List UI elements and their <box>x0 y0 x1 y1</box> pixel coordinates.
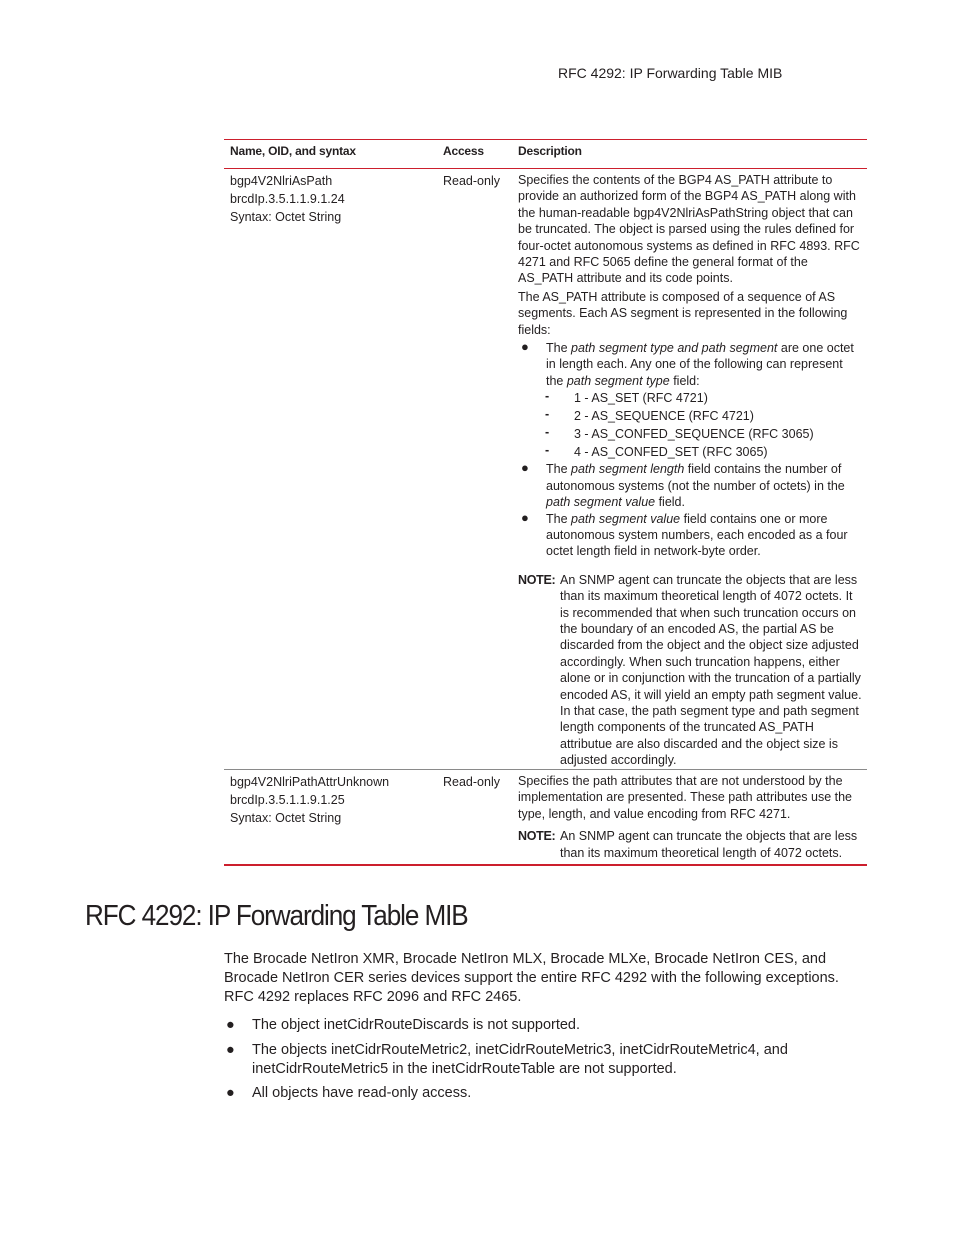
list-subitem <box>518 425 862 443</box>
text-run: field: <box>669 373 700 388</box>
header-description: Description <box>518 144 582 158</box>
table-row <box>224 770 867 864</box>
italic-term: path segment type and path segment <box>571 341 778 356</box>
list-item <box>224 1084 854 1103</box>
object-identity <box>230 773 435 827</box>
list-item <box>224 1016 854 1035</box>
text-run: are one octet in length each. Any one of the following can represent the <box>546 341 854 388</box>
bullet-icon: ● <box>226 1017 235 1033</box>
list-item <box>518 461 862 510</box>
bullet-icon: ● <box>521 339 529 355</box>
header-name-oid-syntax: Name, OID, and syntax <box>230 144 356 158</box>
object-oid: brcdIp.3.5.1.1.9.1.25 <box>230 793 345 807</box>
object-syntax: Syntax: Octet String <box>230 811 342 825</box>
running-header: RFC 4292: IP Forwarding Table MIB <box>558 65 783 81</box>
text-run: field contains the number of autonomous systems (not the number of octets) in the <box>546 462 845 493</box>
object-access: Read-only <box>443 174 500 188</box>
note-label: NOTE: <box>518 572 556 587</box>
table-row <box>224 169 867 769</box>
description-paragraph: Specifies the path attributes that are not understood by the implementation are presented. These path attributes use the type, length, and value encoding from RFC 4271. <box>518 774 853 821</box>
bullet-icon: ● <box>521 509 529 525</box>
list-item-text: All objects have read-only access. <box>252 1085 472 1101</box>
list-item <box>224 1041 854 1079</box>
text-run: field contains one or more autonomous system numbers, each encoded as a four octet length field in network-byte order. <box>546 511 848 559</box>
object-description <box>518 172 862 769</box>
dash-icon: - <box>545 443 550 458</box>
list-item <box>518 340 862 389</box>
object-name: bgp4V2NlriAsPath <box>230 174 333 188</box>
text-run: The <box>546 462 572 477</box>
italic-term: path segment value <box>571 511 681 526</box>
text-run: field. <box>655 495 685 510</box>
object-access: Read-only <box>443 775 500 789</box>
list-item-text: The objects inetCidrRouteMetric2, inetCidrRouteMetric3, inetCidrRouteMetric4, and inetCidrRouteMetric5 in the inetCidrRouteTable are not supported. <box>252 1042 788 1077</box>
subitem-text: 4 - AS_CONFED_SET (RFC 3065) <box>574 445 768 460</box>
bullet-icon: ● <box>226 1085 235 1101</box>
italic-term: path segment value <box>546 495 656 510</box>
object-name: bgp4V2NlriPathAttrUnknown <box>230 775 390 789</box>
italic-term: path segment type <box>566 373 670 388</box>
object-description <box>518 773 862 861</box>
italic-term: path segment length <box>571 462 685 477</box>
text-run: The <box>546 341 572 356</box>
subitem-text: 2 - AS_SEQUENCE (RFC 4721) <box>574 409 754 424</box>
list-subitem <box>518 443 862 461</box>
list-subitem <box>518 389 862 407</box>
section-intro: The Brocade NetIron XMR, Brocade NetIron MLX, Brocade MLXe, Brocade NetIron CES, and Brocade NetIron CER series devices support the entire RFC 4292 with the following exceptions. RFC 4292 replaces RFC 2096 and RFC 2465. <box>224 951 839 1005</box>
object-oid: brcdIp.3.5.1.1.9.1.24 <box>230 192 345 206</box>
note-label: NOTE: <box>518 829 556 844</box>
dash-icon: - <box>545 425 550 440</box>
header-access: Access <box>443 144 484 158</box>
list-subitem <box>518 407 862 425</box>
table-header-row <box>224 140 867 168</box>
object-syntax: Syntax: Octet String <box>230 210 342 224</box>
list-item <box>518 511 862 560</box>
dash-icon: - <box>545 389 550 404</box>
note-callout <box>518 828 862 861</box>
note-text: An SNMP agent can truncate the objects that are less than its maximum theoretical length of 4072 octets. <box>560 829 858 860</box>
note-callout <box>518 572 862 769</box>
mib-object-table <box>224 139 867 866</box>
subitem-text: 1 - AS_SET (RFC 4721) <box>574 391 708 406</box>
subitem-text: 3 - AS_CONFED_SEQUENCE (RFC 3065) <box>574 427 814 442</box>
object-identity <box>230 172 435 226</box>
table-bottom-rule <box>224 864 867 866</box>
description-paragraph: Specifies the contents of the BGP4 AS_PATH attribute to provide an authorized form of the BGP4 AS_PATH along with the human-readable bgp4V2NlriAsPathString object that can be truncated. The object is parsed using the rules defined for four-octet autonomous systems as defined in RFC 4893. RFC 4271 and RFC 5065 define the general format of the AS_PATH attribute and its code points. <box>518 173 860 286</box>
note-text: An SNMP agent can truncate the objects that are less than its maximum theoretical length of 4072 octets. It is recommended that when such truncation occurs on the boundary of an encoded AS, the partial AS be discarded from the object and the object size adjusted accordingly. When such truncation happens, either alone or in conjunction with the truncation of a partially encoded AS, it will yield an empty path segment value. In that case, the path segment type and path segment length components of the truncated AS_PATH attributue are also discarded and the object size is adjusted accordingly. <box>560 572 862 768</box>
list-item-text: The object inetCidrRouteDiscards is not supported. <box>252 1017 581 1033</box>
description-paragraph: The AS_PATH attribute is composed of a sequence of AS segments. Each AS segment is represented in the following fields: <box>518 289 848 337</box>
text-run: The <box>546 511 572 526</box>
dash-icon: - <box>545 407 550 422</box>
bullet-icon: ● <box>521 460 529 476</box>
bullet-icon: ● <box>226 1042 235 1058</box>
section-title: RFC 4292: IP Forwarding Table MIB <box>85 900 468 932</box>
